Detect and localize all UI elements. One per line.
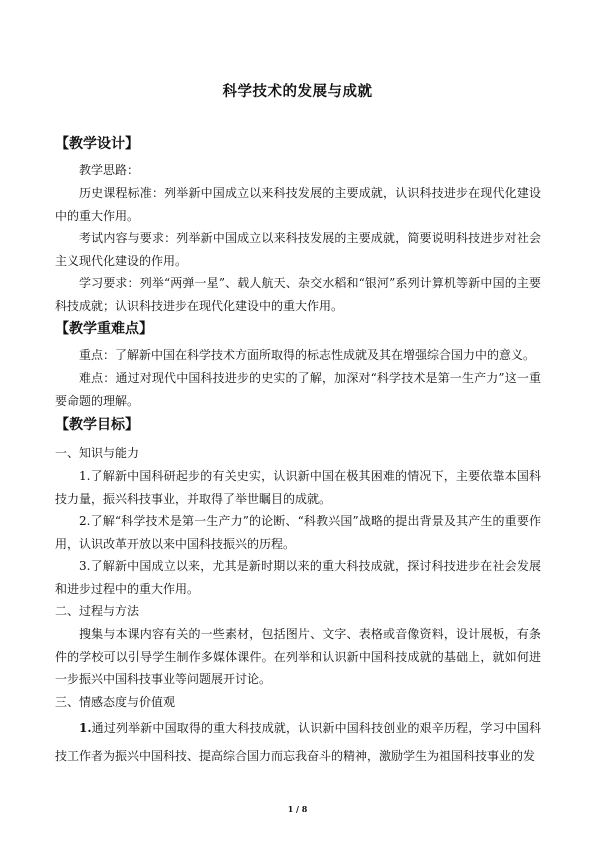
paragraph: 2.了解“科学技术是第一生产力”的论断、“科教兴国”战略的提出背景及其产生的重要作用，认识改革开放以来中国科技振兴的历程。 [55,514,541,551]
page-title: 科学技术的发展与成就 [222,84,373,100]
section-heading-design: 【教学设计】 [55,136,139,152]
paragraph: 考试内容与要求：列举新中国成立以来科技发展的主要成就，简要说明科技进步对社会主义现代化建设的作用。 [55,231,541,268]
paragraph: 历史课程标准：列举新中国成立以来科技发展的主要成就，认识科技进步在现代化建设中的重大作用。 [55,186,541,223]
subsection-heading: 二、过程与方法 [55,604,140,618]
list-number: 1. [79,721,92,735]
paragraph: 搜集与本课内容有关的一些素材，包括图片、文字、表格或音像资料，设计展板，有条件的学校可以引导学生制作多媒体课件。在列举和认识新中国科技成就的基础上，就如何进一步振兴中国科技事业等问题展开讨论。 [55,627,541,686]
paragraph: 1.了解新中国科研起步的有关史实，认识新中国在极其困难的情况下，主要依靠本国科技力量，振兴科技事业，并取得了举世瞩目的成就。 [55,469,541,506]
paragraph-text: 通过列举新中国取得的重大科技成就，认识新中国科技创业的艰辛历程，学习中国科技工作者为振兴中国科技、提高综合国力而忘我奋斗的精神，激励学生为祖国科技事业的发 [55,721,541,763]
subsection-heading: 一、知识与能力 [55,446,140,460]
paragraph: 难点：通过对现代中国科技进步的史实的了解，加深对“科学技术是第一生产力”这一重要命题的理解。 [55,371,541,408]
page-number: 1 / 8 [287,804,308,814]
paragraph: 教学思路： [79,163,140,177]
section-heading-goals: 【教学目标】 [55,417,139,433]
paragraph [55,714,541,770]
section-heading-keypoints: 【教学重难点】 [55,321,153,337]
paragraph: 3.了解新中国成立以来，尤其是新时期以来的重大科技成就，探讨科技进步在社会发展和进步过程中的重大作用。 [55,559,541,596]
paragraph: 学习要求：列举“两弹一星”、载人航天、杂交水稻和“银河”系列计算机等新中国的主要科技成就；认识科技进步在现代化建设中的重大作用。 [55,276,541,313]
subsection-heading: 三、情感态度与价值观 [55,695,176,709]
paragraph: 重点：了解新中国在科学技术方面所取得的标志性成就及其在增强综合国力中的意义。 [79,348,536,362]
